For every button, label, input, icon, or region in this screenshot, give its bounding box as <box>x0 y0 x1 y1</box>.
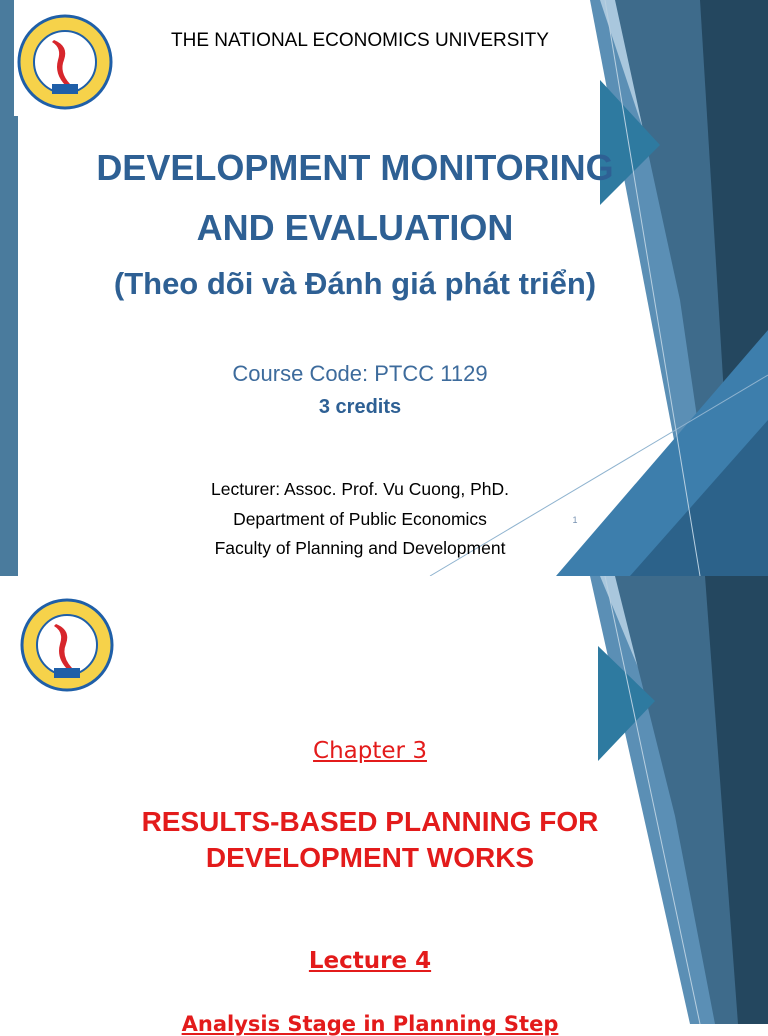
department-name: Department of Public Economics <box>233 509 487 529</box>
university-name: THE NATIONAL ECONOMICS UNIVERSITY <box>171 30 549 51</box>
page-number: 1 <box>572 515 578 525</box>
lecture-topic: Analysis Stage in Planning Step <box>181 1012 559 1036</box>
chapter-heading <box>70 804 670 876</box>
university-logo <box>14 0 116 116</box>
lecture-label: Lecture 4 <box>308 948 432 974</box>
course-credits: 3 credits <box>318 396 402 418</box>
course-title-line-1: DEVELOPMENT MONITORING <box>96 147 614 188</box>
course-subtitle: (Theo dõi và Đánh giá phát triển) <box>113 266 597 301</box>
course-code: Course Code: PTCC 1129 <box>232 361 488 386</box>
chapter-label: Chapter 3 <box>313 738 427 764</box>
university-logo <box>18 596 116 694</box>
lecturer-name: Lecturer: Assoc. Prof. Vu Cuong, PhD. <box>211 479 509 499</box>
course-title-line-2: AND EVALUATION <box>196 207 514 248</box>
chapter-heading-line-1: RESULTS-BASED PLANNING FOR <box>141 806 599 837</box>
faculty-name: Faculty of Planning and Development <box>214 538 506 558</box>
chapter-heading-line-2: DEVELOPMENT WORKS <box>205 842 535 873</box>
course-title <box>30 138 680 258</box>
